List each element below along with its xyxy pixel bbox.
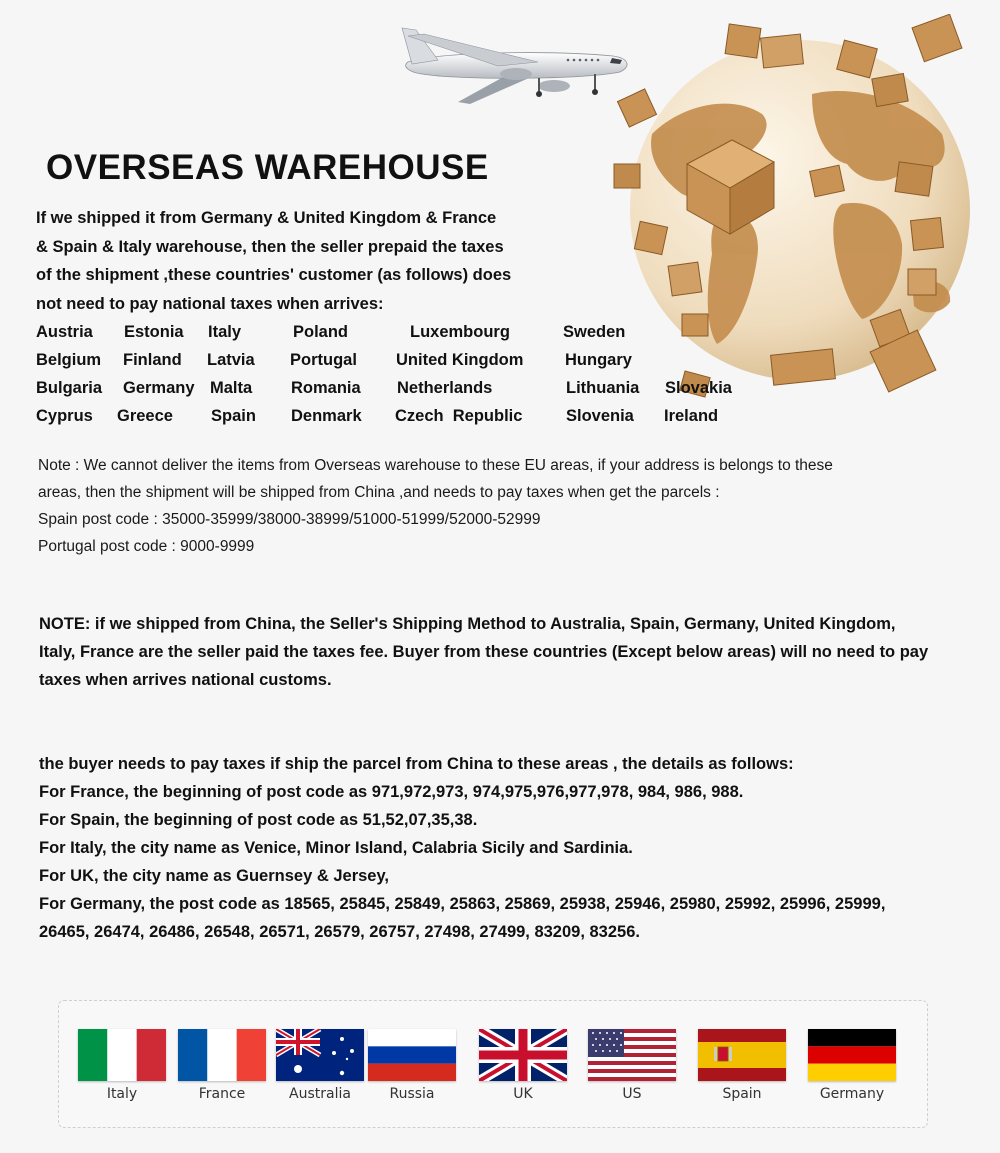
- details-line: For Germany, the post code as 18565, 25845, 25849, 25863, 25869, 25938, 25946, 25980, 25992, 25996, 25999,: [39, 895, 886, 913]
- country-list: [36, 318, 756, 434]
- flag-label: UK: [513, 1086, 533, 1102]
- details-line: For France, the beginning of post code as 971,972,973, 974,975,976,977,978, 984, 986, 988.: [39, 783, 744, 801]
- note-line: NOTE: if we shipped from China, the Seller's Shipping Method to Australia, Spain, Germany, United Kingdom,: [39, 615, 896, 633]
- country-name: Greece: [117, 407, 173, 425]
- germany-flag-icon: [808, 1029, 896, 1081]
- country-name: Bulgaria: [36, 379, 103, 397]
- country-name: Austria: [36, 323, 93, 341]
- flag-label: Australia: [289, 1086, 351, 1102]
- flag-label: Spain: [722, 1086, 762, 1102]
- note-line: areas, then the shipment will be shipped from China ,and needs to pay taxes when get the parcels :: [38, 484, 720, 501]
- flag-italy: [77, 1029, 167, 1102]
- details-line: For Italy, the city name as Venice, Minor Island, Calabria Sicily and Sardinia.: [39, 839, 633, 857]
- eu-exception-note: [38, 452, 938, 560]
- flag-russia: [367, 1029, 457, 1102]
- country-name: United Kingdom: [396, 351, 524, 369]
- flag-france: [177, 1029, 267, 1102]
- flag-uk: [478, 1029, 568, 1102]
- country-name: Portugal: [290, 351, 357, 369]
- country-name: Denmark: [291, 407, 362, 425]
- flag-australia: [275, 1029, 365, 1102]
- note-line: Italy, France are the seller paid the taxes fee. Buyer from these countries (Except below areas) will no need to pay: [39, 643, 929, 661]
- flag-label: Italy: [106, 1086, 138, 1102]
- country-name: Sweden: [563, 323, 626, 341]
- italy-flag-icon: [78, 1029, 166, 1081]
- note-line: Note : We cannot deliver the items from Overseas warehouse to these EU areas, if your address is belongs to these: [38, 457, 833, 474]
- us-flag-icon: [588, 1029, 676, 1081]
- flag-label: France: [198, 1086, 246, 1102]
- spain-post-code-line: Spain post code : 35000-35999/38000-38999/51000-51999/52000-52999: [38, 511, 541, 528]
- country-name: Czech Republic: [395, 407, 523, 425]
- france-flag-icon: [178, 1029, 266, 1081]
- flag-label: US: [622, 1086, 642, 1102]
- flag-label: Russia: [389, 1086, 435, 1102]
- country-name: Italy: [208, 323, 242, 341]
- country-name: Hungary: [565, 351, 632, 369]
- country-name: Latvia: [207, 351, 255, 369]
- portugal-post-code-line: Portugal post code : 9000-9999: [38, 538, 255, 555]
- details-line: For UK, the city name as Guernsey & Jersey,: [39, 867, 390, 885]
- country-name: Luxembourg: [410, 323, 510, 341]
- flag-us: [587, 1029, 677, 1102]
- country-name: Belgium: [36, 351, 102, 369]
- country-name: Finland: [123, 351, 182, 369]
- country-name: Slovakia: [665, 379, 732, 397]
- country-name: Malta: [210, 379, 253, 397]
- intro-paragraph: [36, 204, 536, 318]
- australia-flag-icon: [276, 1029, 364, 1081]
- country-name: Germany: [123, 379, 195, 397]
- details-line: the buyer needs to pay taxes if ship the parcel from China to these areas , the details as follows:: [39, 755, 794, 773]
- country-name: Estonia: [124, 323, 184, 341]
- country-name: Spain: [211, 407, 256, 425]
- flag-spain: [697, 1029, 787, 1102]
- details-line: For Spain, the beginning of post code as 51,52,07,35,38.: [39, 811, 478, 829]
- intro-line: & Spain & Italy warehouse, then the seller prepaid the taxes: [36, 237, 504, 256]
- uk-flag-icon: [479, 1029, 567, 1081]
- tax-areas-details: [39, 750, 974, 946]
- china-shipping-note: [39, 610, 974, 694]
- page-title: OVERSEAS WAREHOUSE: [46, 148, 489, 187]
- spain-flag-icon: [698, 1029, 786, 1081]
- country-name: Netherlands: [397, 379, 493, 397]
- country-name: Romania: [291, 379, 361, 397]
- flag-label: Germany: [819, 1086, 885, 1102]
- country-name: Poland: [293, 323, 349, 341]
- intro-line: If we shipped it from Germany & United Kingdom & France: [36, 209, 497, 227]
- country-name: Ireland: [664, 407, 719, 425]
- country-name: Cyprus: [36, 407, 93, 425]
- intro-line: not need to pay national taxes when arrives:: [36, 294, 384, 313]
- country-name: Slovenia: [566, 407, 634, 425]
- intro-line: of the shipment ,these countries' customer (as follows) does: [36, 266, 512, 284]
- details-line: 26465, 26474, 26486, 26548, 26571, 26579, 26757, 27498, 27499, 83209, 83256.: [39, 923, 640, 941]
- airplane-image: [398, 22, 634, 112]
- flag-germany: [807, 1029, 897, 1102]
- flags-panel: [58, 1000, 928, 1128]
- note-line: taxes when arrives national customs.: [39, 671, 332, 689]
- country-name: Lithuania: [566, 379, 640, 397]
- russia-flag-icon: [368, 1029, 456, 1081]
